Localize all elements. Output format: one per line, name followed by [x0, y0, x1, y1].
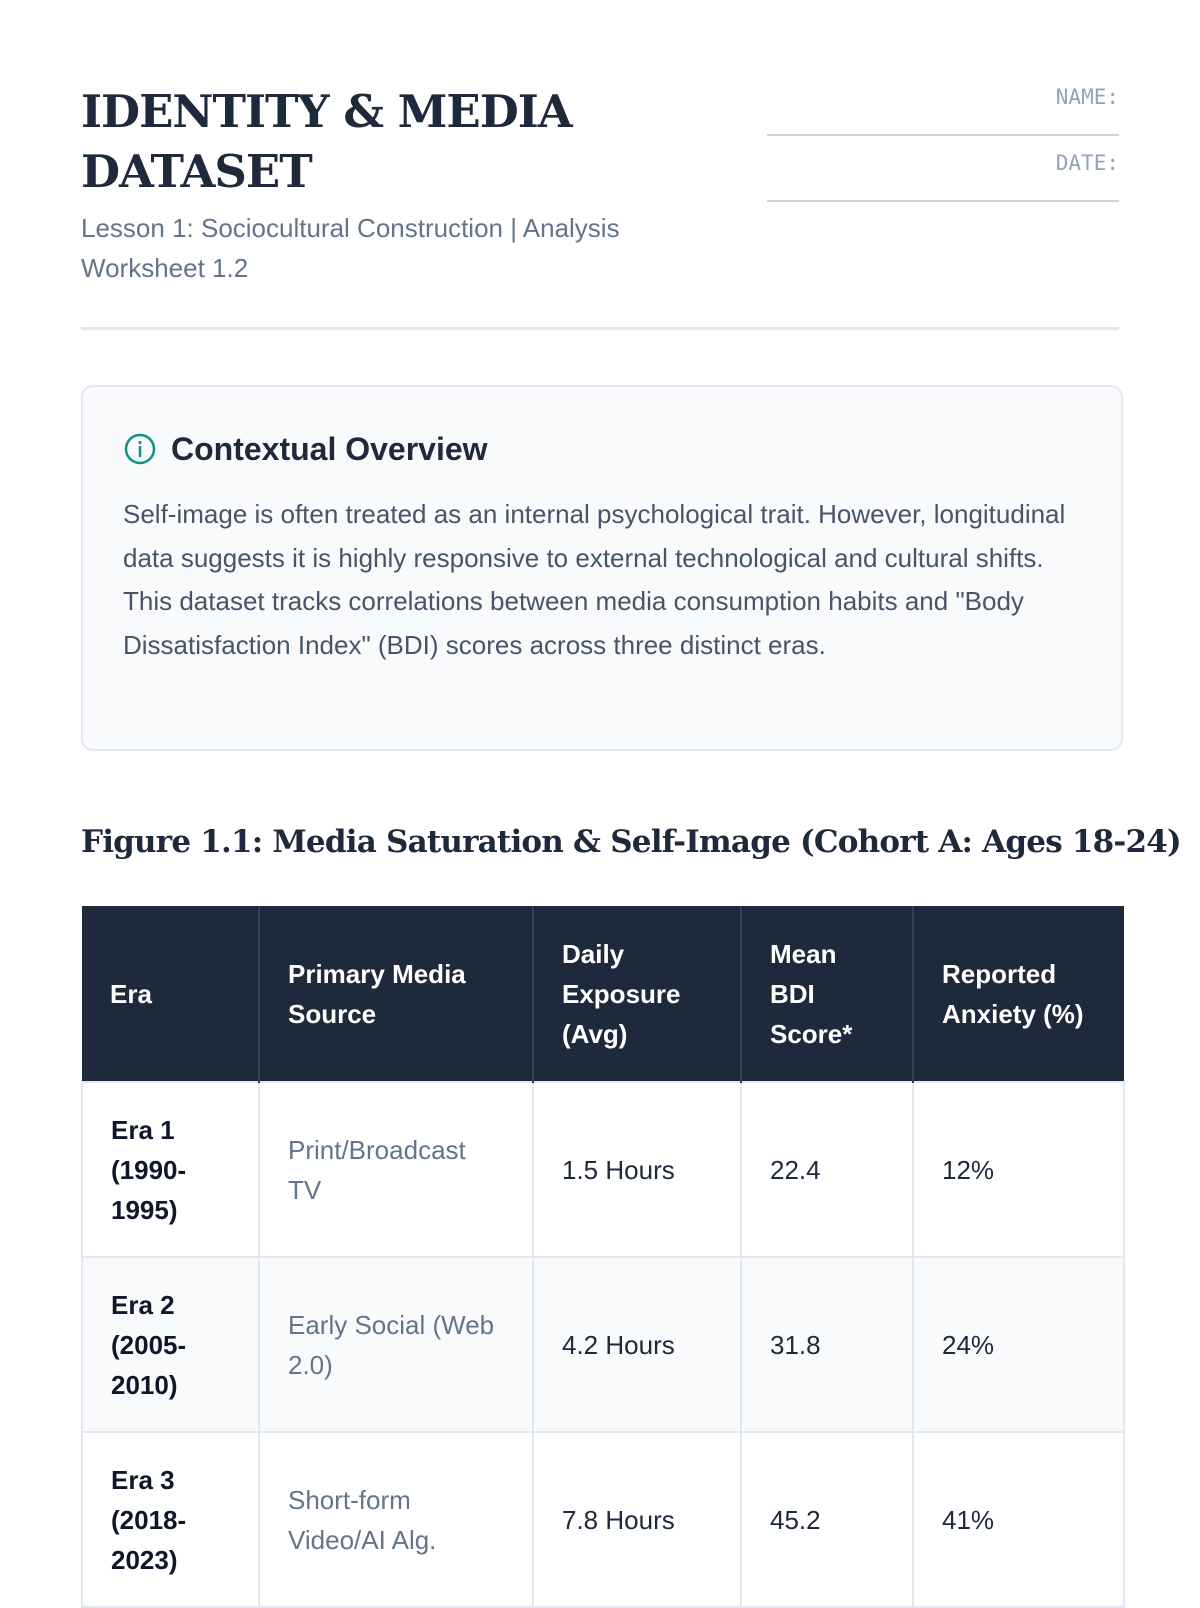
era-cell: Era 3 (2018-2023) [82, 1432, 259, 1607]
anxiety-cell: 12% [913, 1082, 1124, 1257]
table-row [82, 1257, 1124, 1432]
table-header-row [82, 906, 1124, 1082]
column-header-era: Era [82, 906, 259, 1082]
bdi-score-cell: 45.2 [741, 1432, 913, 1607]
page-subtitle: Lesson 1: Sociocultural Construction | Analysis Worksheet 1.2 [81, 213, 620, 283]
column-header-daily-exposure: Daily Exposure (Avg) [533, 906, 741, 1082]
anxiety-cell: 24% [913, 1257, 1124, 1432]
worksheet-header [81, 0, 1119, 330]
meta-fields [767, 82, 1119, 214]
overview-title: Contextual Overview [171, 430, 488, 467]
figure-title: Figure 1.1: Media Saturation & Self-Image (Cohort A: Ages 18-24) [81, 824, 1181, 860]
media-source-cell: Short-form Video/AI Alg. [259, 1432, 533, 1607]
daily-exposure-cell: 7.8 Hours [533, 1432, 741, 1607]
overview-text: Self-image is often treated as an internal psychological trait. However, longitudinal data suggests it is highly responsive to external technological and cultural shifts. This dataset tracks correlations between media consumption habits and "Body Dissatisfaction Index" (BDI) scores across three distinct eras. [123, 499, 1066, 660]
name-label: NAME: [1055, 85, 1119, 109]
column-header-bdi-score: Mean BDI Score* [741, 906, 913, 1082]
date-label: DATE: [1055, 151, 1119, 175]
media-source-cell: Print/Broadcast TV [259, 1082, 533, 1257]
name-field[interactable] [767, 82, 1119, 136]
column-header-media-source: Primary Media Source [259, 906, 533, 1082]
overview-heading [123, 431, 1081, 467]
date-field[interactable] [767, 148, 1119, 202]
table-row [82, 1082, 1124, 1257]
contextual-overview-panel [81, 385, 1123, 751]
bdi-score-cell: 22.4 [741, 1082, 913, 1257]
page-title: IDENTITY & MEDIA DATASET [81, 85, 572, 198]
data-table-container [81, 906, 1123, 1608]
data-table [81, 906, 1125, 1608]
info-icon [123, 432, 157, 466]
column-header-anxiety: Reported Anxiety (%) [913, 906, 1124, 1082]
anxiety-cell: 41% [913, 1432, 1124, 1607]
era-cell: Era 1 (1990-1995) [82, 1082, 259, 1257]
era-cell: Era 2 (2005-2010) [82, 1257, 259, 1432]
bdi-score-cell: 31.8 [741, 1257, 913, 1432]
daily-exposure-cell: 4.2 Hours [533, 1257, 741, 1432]
daily-exposure-cell: 1.5 Hours [533, 1082, 741, 1257]
media-source-cell: Early Social (Web 2.0) [259, 1257, 533, 1432]
table-row [82, 1432, 1124, 1607]
